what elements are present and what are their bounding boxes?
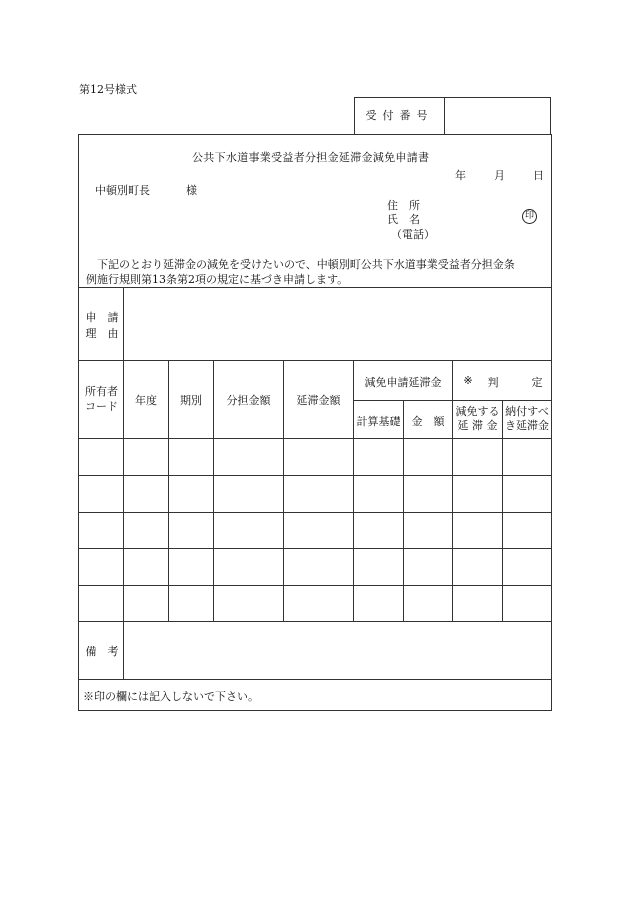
- address-label: 住 所: [387, 199, 420, 212]
- date-day: 日: [533, 169, 544, 182]
- header-exempt-line-2: 延 滞 金: [457, 419, 498, 432]
- reason-label-line-1: 申 請: [85, 311, 119, 324]
- divider-remarks-column: [123, 622, 124, 679]
- form-number: 第12号様式: [79, 83, 137, 96]
- name-label: 氏 名: [387, 213, 420, 226]
- header-charge-amount: 分担金額: [226, 394, 271, 407]
- remarks-label: 備 考: [85, 645, 119, 658]
- divider-column: [452, 361, 453, 621]
- divider-header-bottom: [79, 438, 551, 439]
- table-row-divider: [79, 475, 551, 476]
- addressee-name: 中頓別町長: [95, 184, 150, 197]
- header-payable-line-1: 納付すべ: [505, 405, 549, 418]
- divider-statement-bottom: [79, 287, 551, 288]
- header-decision: 判 定: [487, 376, 543, 389]
- application-reason-label: [83, 310, 121, 342]
- table-row-divider: [79, 548, 551, 549]
- header-exempt-line-1: 減免する: [455, 405, 500, 418]
- phone-label: （電話）: [391, 228, 435, 241]
- header-payable-line-2: き延滞金: [505, 419, 549, 432]
- receipt-number-box: [354, 97, 551, 134]
- divider-remarks-bottom: [79, 679, 551, 680]
- divider-table-bottom: [79, 621, 551, 622]
- statement-line-2: 例施行規則第13条第2項の規定に基づき申請します。: [86, 273, 349, 286]
- seal-icon: 印: [522, 209, 537, 224]
- divider-reason-bottom: [79, 360, 551, 361]
- divider-column: [403, 401, 404, 621]
- header-installment: 期別: [180, 394, 202, 407]
- header-owner-code-line-1: 所有者: [85, 385, 118, 398]
- table-row-divider: [79, 585, 551, 586]
- divider-column: [353, 361, 354, 621]
- addressee: [95, 182, 197, 198]
- footnote: ※印の欄には記入しないで下さい。: [83, 690, 259, 703]
- header-exempt-late-fee: [453, 405, 502, 433]
- table-row-divider: [79, 512, 551, 513]
- header-calc-basis: 計算基礎: [356, 415, 401, 428]
- reason-label-line-2: 理 由: [85, 327, 119, 340]
- header-late-fee-amount: 延滞金額: [296, 394, 341, 407]
- date-year: 年: [455, 169, 466, 182]
- header-exemption-group: 減免申請延滞金: [364, 376, 442, 389]
- addressee-honorific: 様: [186, 184, 197, 197]
- receipt-number-label: 受付番号: [355, 98, 445, 134]
- document-title: 公共下水道事業受益者分担金延滞金減免申請書: [192, 151, 430, 164]
- header-decision-mark: ※: [463, 374, 473, 387]
- header-owner-code: [80, 384, 123, 414]
- divider-label-column: [123, 288, 124, 621]
- statement-line-1: 下記のとおり延滞金の減免を受けたいので、中頓別町公共下水道事業受益者分担金条: [97, 258, 515, 271]
- header-amount: 金 額: [411, 415, 445, 428]
- header-fiscal-year: 年度: [135, 394, 157, 407]
- header-payable-late-fee: [503, 405, 551, 433]
- header-owner-code-line-2: コード: [85, 400, 118, 413]
- date-line: [455, 167, 544, 183]
- divider-column: [502, 401, 503, 621]
- application-statement: [86, 257, 548, 287]
- date-month: 月: [494, 169, 505, 182]
